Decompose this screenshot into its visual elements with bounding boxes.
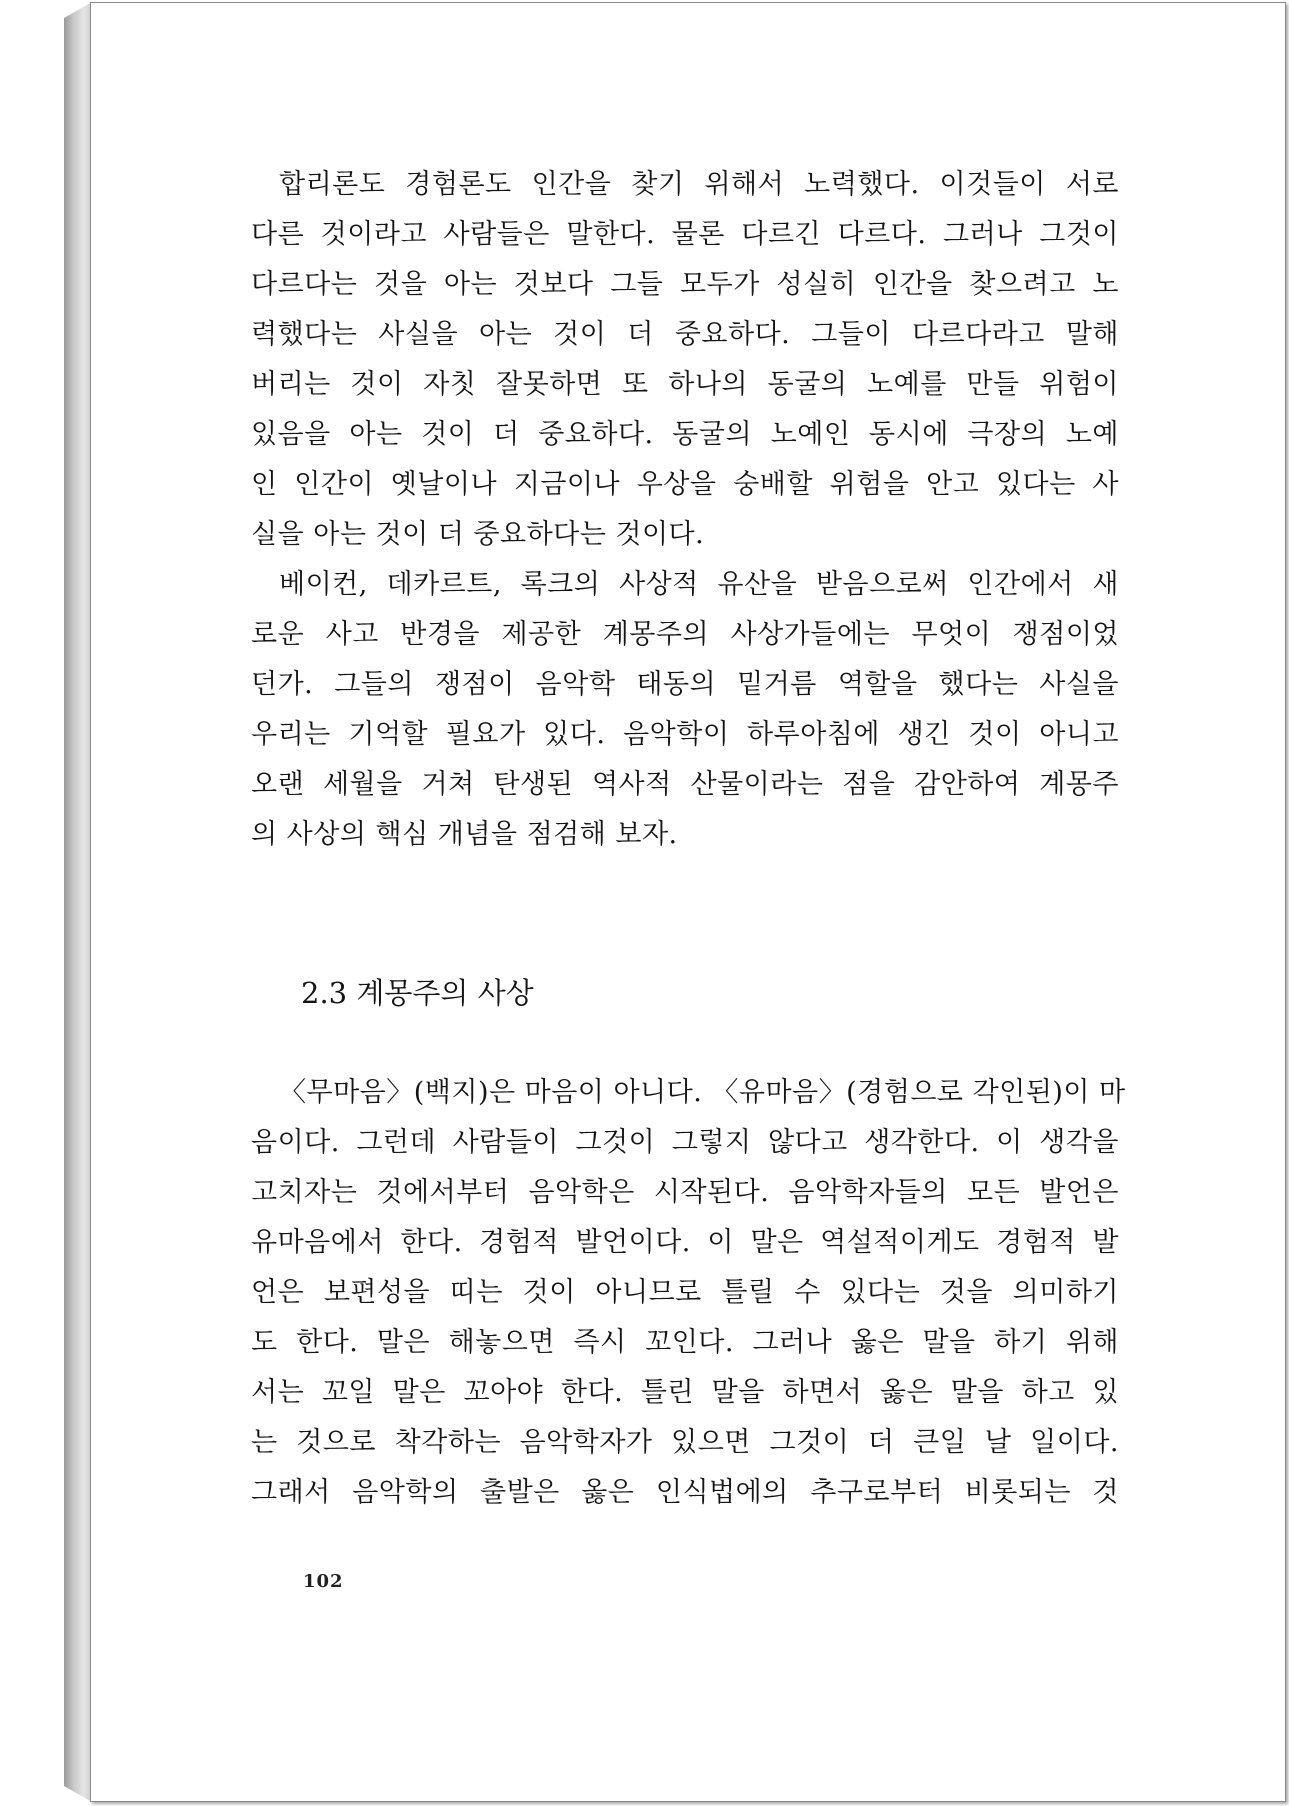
paragraph-2-line-5: 오랜 세월을 거쳐 탄생된 역사적 산물이라는 점을 감안하여 계몽주: [251, 769, 1119, 800]
paragraph-2-line-1: 베이컨, 데카르트, 록크의 사상적 유산을 받음으로써 인간에서 새: [279, 569, 1119, 600]
paragraph-2-line-4: 우리는 기억할 필요가 있다. 음악학이 하루아침에 생긴 것이 아니고: [251, 719, 1119, 750]
paragraph-1-line-8: 실을 아는 것이 더 중요하다는 것이다.: [251, 519, 705, 550]
paragraph-3-line-1: 〈무마음〉(백지)은 마음이 아니다. 〈유마음〉(경험으로 각인된)이 마: [279, 1077, 1126, 1108]
paragraph-3-line-5: 언은 보편성을 띠는 것이 아니므로 틀릴 수 있다는 것을 의미하기: [251, 1277, 1119, 1308]
paragraph-3-line-7: 서는 꼬일 말은 꼬아야 한다. 틀린 말을 하면서 옳은 말을 하고 있: [251, 1377, 1119, 1408]
paragraph-2-line-2: 로운 사고 반경을 제공한 계몽주의 사상가들에는 무엇이 쟁점이었: [251, 619, 1119, 650]
paragraph-3-line-6: 도 한다. 말은 해놓으면 즉시 꼬인다. 그러나 옳은 말을 하기 위해: [251, 1327, 1119, 1358]
paragraph-3-line-4: 유마음에서 한다. 경험적 발언이다. 이 말은 역설적이게도 경험적 발: [251, 1227, 1119, 1258]
paragraph-1-line-6: 있음을 아는 것이 더 중요하다. 동굴의 노예인 동시에 극장의 노예: [251, 419, 1119, 450]
paragraph-1-line-7: 인 인간이 옛날이나 지금이나 우상을 숭배할 위험을 안고 있다는 사: [251, 469, 1119, 500]
book: [64, 2, 1286, 1802]
paragraph-3-line-8: 는 것으로 착각하는 음악학자가 있으면 그것이 더 큰일 날 일이다.: [251, 1427, 1119, 1458]
paragraph-1-line-1: 합리론도 경험론도 인간을 찾기 위해서 노력했다. 이것들이 서로: [279, 169, 1119, 200]
book-spine-edge: [64, 2, 92, 1802]
paragraph-2-line-3: 던가. 그들의 쟁점이 음악학 태동의 밑거름 역할을 했다는 사실을: [251, 669, 1119, 700]
paragraph-3-line-9: 그래서 음악학의 출발은 옳은 인식법에의 추구로부터 비롯되는 것: [251, 1477, 1119, 1508]
book-page: [90, 2, 1286, 1802]
paragraph-1-line-4: 력했다는 사실을 아는 것이 더 중요하다. 그들이 다르다라고 말해: [251, 319, 1119, 350]
paragraph-1-line-2: 다른 것이라고 사람들은 말한다. 물론 다르긴 다르다. 그러나 그것이: [251, 219, 1119, 250]
paragraph-1-line-3: 다르다는 것을 아는 것보다 그들 모두가 성실히 인간을 찾으려고 노: [251, 269, 1119, 300]
paragraph-2-line-6: 의 사상의 핵심 개념을 점검해 보자.: [251, 819, 678, 850]
section-heading: 2.3 계몽주의 사상: [301, 976, 534, 1010]
page-number: 102: [303, 1571, 344, 1592]
paragraph-3-line-2: 음이다. 그런데 사람들이 그것이 그렇지 않다고 생각한다. 이 생각을: [251, 1127, 1119, 1158]
paragraph-3-line-3: 고치자는 것에서부터 음악학은 시작된다. 음악학자들의 모든 발언은: [251, 1177, 1119, 1208]
paragraph-1-line-5: 버리는 것이 자칫 잘못하면 또 하나의 동굴의 노예를 만들 위험이: [251, 369, 1119, 400]
